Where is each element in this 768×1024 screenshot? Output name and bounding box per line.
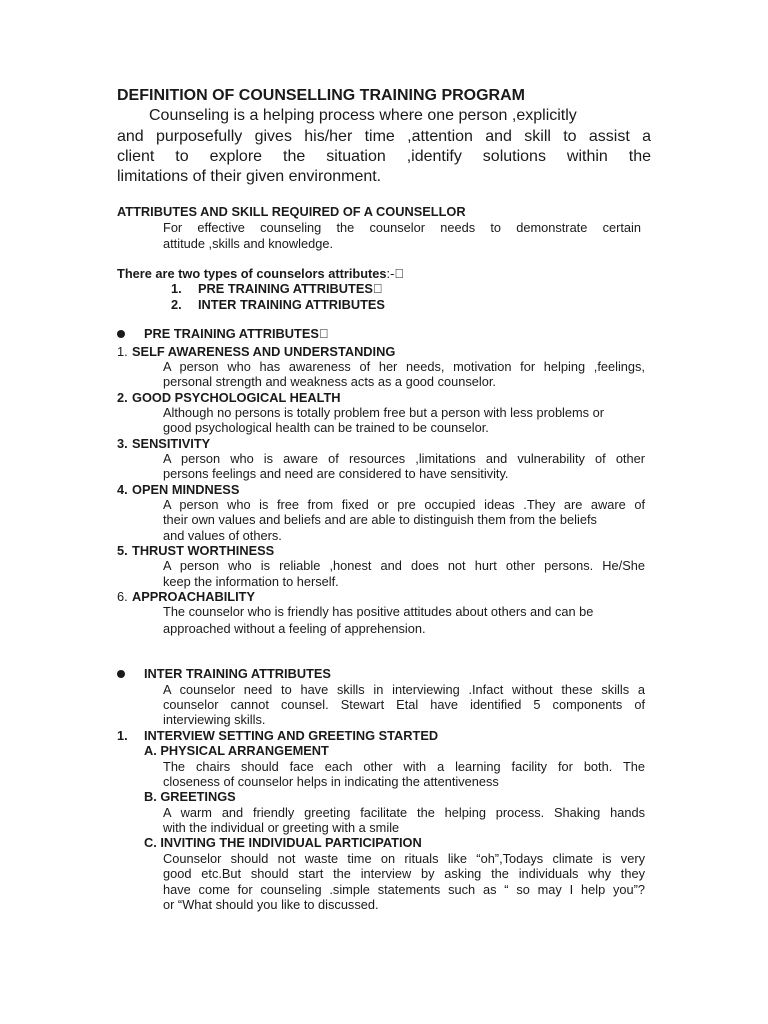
subsection-text: A warm and friendly greeting facilitate the helping process. Shaking hands	[163, 805, 645, 820]
interview-number: 1.	[117, 728, 128, 743]
subsection-title: C. INVITING THE INDIVIDUAL PARTICIPATION	[144, 835, 422, 850]
item-text: A person who is aware of resources ,limitations and vulnerability of other	[163, 451, 645, 466]
pre-training-heading: PRE TRAINING ATTRIBUTES	[144, 326, 319, 341]
item-text: their own values and beliefs and are able to distinguish them from the beliefs	[163, 512, 597, 527]
intro-line: client to explore the situation ,identify solutions within the	[117, 148, 651, 165]
subsection-text: or “What should you like to discussed.	[163, 897, 379, 912]
item-number: 5.	[117, 543, 128, 558]
attributes-heading: ATTRIBUTES AND SKILL REQUIRED OF A COUNSELLOR	[117, 204, 466, 219]
item-text: A person who has awareness of her needs, motivation for helping ,feelings,	[163, 359, 645, 374]
page-title: DEFINITION OF COUNSELLING TRAINING PROGRAM	[117, 87, 525, 104]
inter-text: A counselor need to have skills in interviewing .Infact without these skills a	[163, 682, 645, 697]
intro-line: and purposefully gives his/her time ,attention and skill to assist a	[117, 128, 651, 145]
bullet-icon	[117, 670, 125, 678]
types-intro-rest: :-	[386, 266, 395, 281]
subsection-title: A. PHYSICAL ARRANGEMENT	[144, 743, 329, 758]
attributes-text: For effective counseling the counselor needs to demonstrate certain	[163, 220, 641, 235]
item-text: persons feelings and need are considered to have sensitivity.	[163, 466, 509, 481]
subsection-text: have come for counseling .simple statements such as “ so may I help you”?	[163, 882, 645, 897]
item-title: THRUST WORTHINESS	[132, 543, 275, 558]
type-label: PRE TRAINING ATTRIBUTES	[198, 281, 373, 296]
item-title: SELF AWARENESS AND UNDERSTANDING	[132, 344, 396, 359]
item-number: 6.	[117, 589, 128, 604]
item-number: 4.	[117, 482, 128, 497]
item-text: approached without a feeling of apprehension.	[163, 621, 426, 636]
subsection-text: with the individual or greeting with a smile	[163, 820, 400, 835]
item-text: Although no persons is totally problem free but a person with less problems or	[163, 405, 605, 420]
subsection-text: The chairs should face each other with a learning facility for both. The	[163, 759, 645, 774]
item-title: SENSITIVITY	[132, 436, 211, 451]
item-title: APPROACHABILITY	[132, 589, 255, 604]
item-title: OPEN MINDNESS	[132, 482, 240, 497]
type-number: 1.	[171, 281, 182, 296]
subsection-text: closeness of counselor helps in indicating the attentiveness	[163, 774, 499, 789]
inter-text: interviewing skills.	[163, 712, 266, 727]
subsection-text: Counselor should not waste time on rituals like “oh”,Todays climate is very	[163, 851, 645, 866]
intro-line: Counseling is a helping process where one person ,explicitly	[149, 107, 577, 124]
item-text: A person who is free from fixed or pre occupied ideas .They are aware of	[163, 497, 645, 512]
bullet-icon	[117, 330, 125, 338]
item-text: A person who is reliable ,honest and does not hurt other persons. He/She	[163, 558, 645, 573]
type-label: INTER TRAINING ATTRIBUTES	[198, 297, 385, 312]
item-number: 1.	[117, 344, 128, 359]
subsection-title: B. GREETINGS	[144, 789, 236, 804]
item-text: keep the information to herself.	[163, 574, 339, 589]
types-intro	[117, 266, 404, 281]
type-number: 2.	[171, 297, 182, 312]
item-number: 3.	[117, 436, 128, 451]
item-text: good psychological health can be trained to be counselor.	[163, 420, 489, 435]
item-number: 2.	[117, 390, 128, 405]
subsection-text: good etc.But should start the interview by asking the individuals why they	[163, 866, 645, 881]
item-text: personal strength and weakness acts as a good counselor.	[163, 374, 496, 389]
inter-text: counselor cannot counsel. Stewart Etal have identified 5 components of	[163, 697, 645, 712]
interview-heading: INTERVIEW SETTING AND GREETING STARTED	[144, 728, 439, 743]
attributes-text: attitude ,skills and knowledge.	[163, 236, 334, 251]
intro-line: limitations of their given environment.	[117, 168, 382, 185]
types-intro-bold: There are two types of counselors attributes	[117, 266, 387, 281]
item-text: The counselor who is friendly has positive attitudes about others and can be	[163, 604, 594, 619]
item-text: and values of others.	[163, 528, 282, 543]
item-title: GOOD PSYCHOLOGICAL HEALTH	[132, 390, 341, 405]
inter-training-heading: INTER TRAINING ATTRIBUTES	[144, 666, 331, 681]
